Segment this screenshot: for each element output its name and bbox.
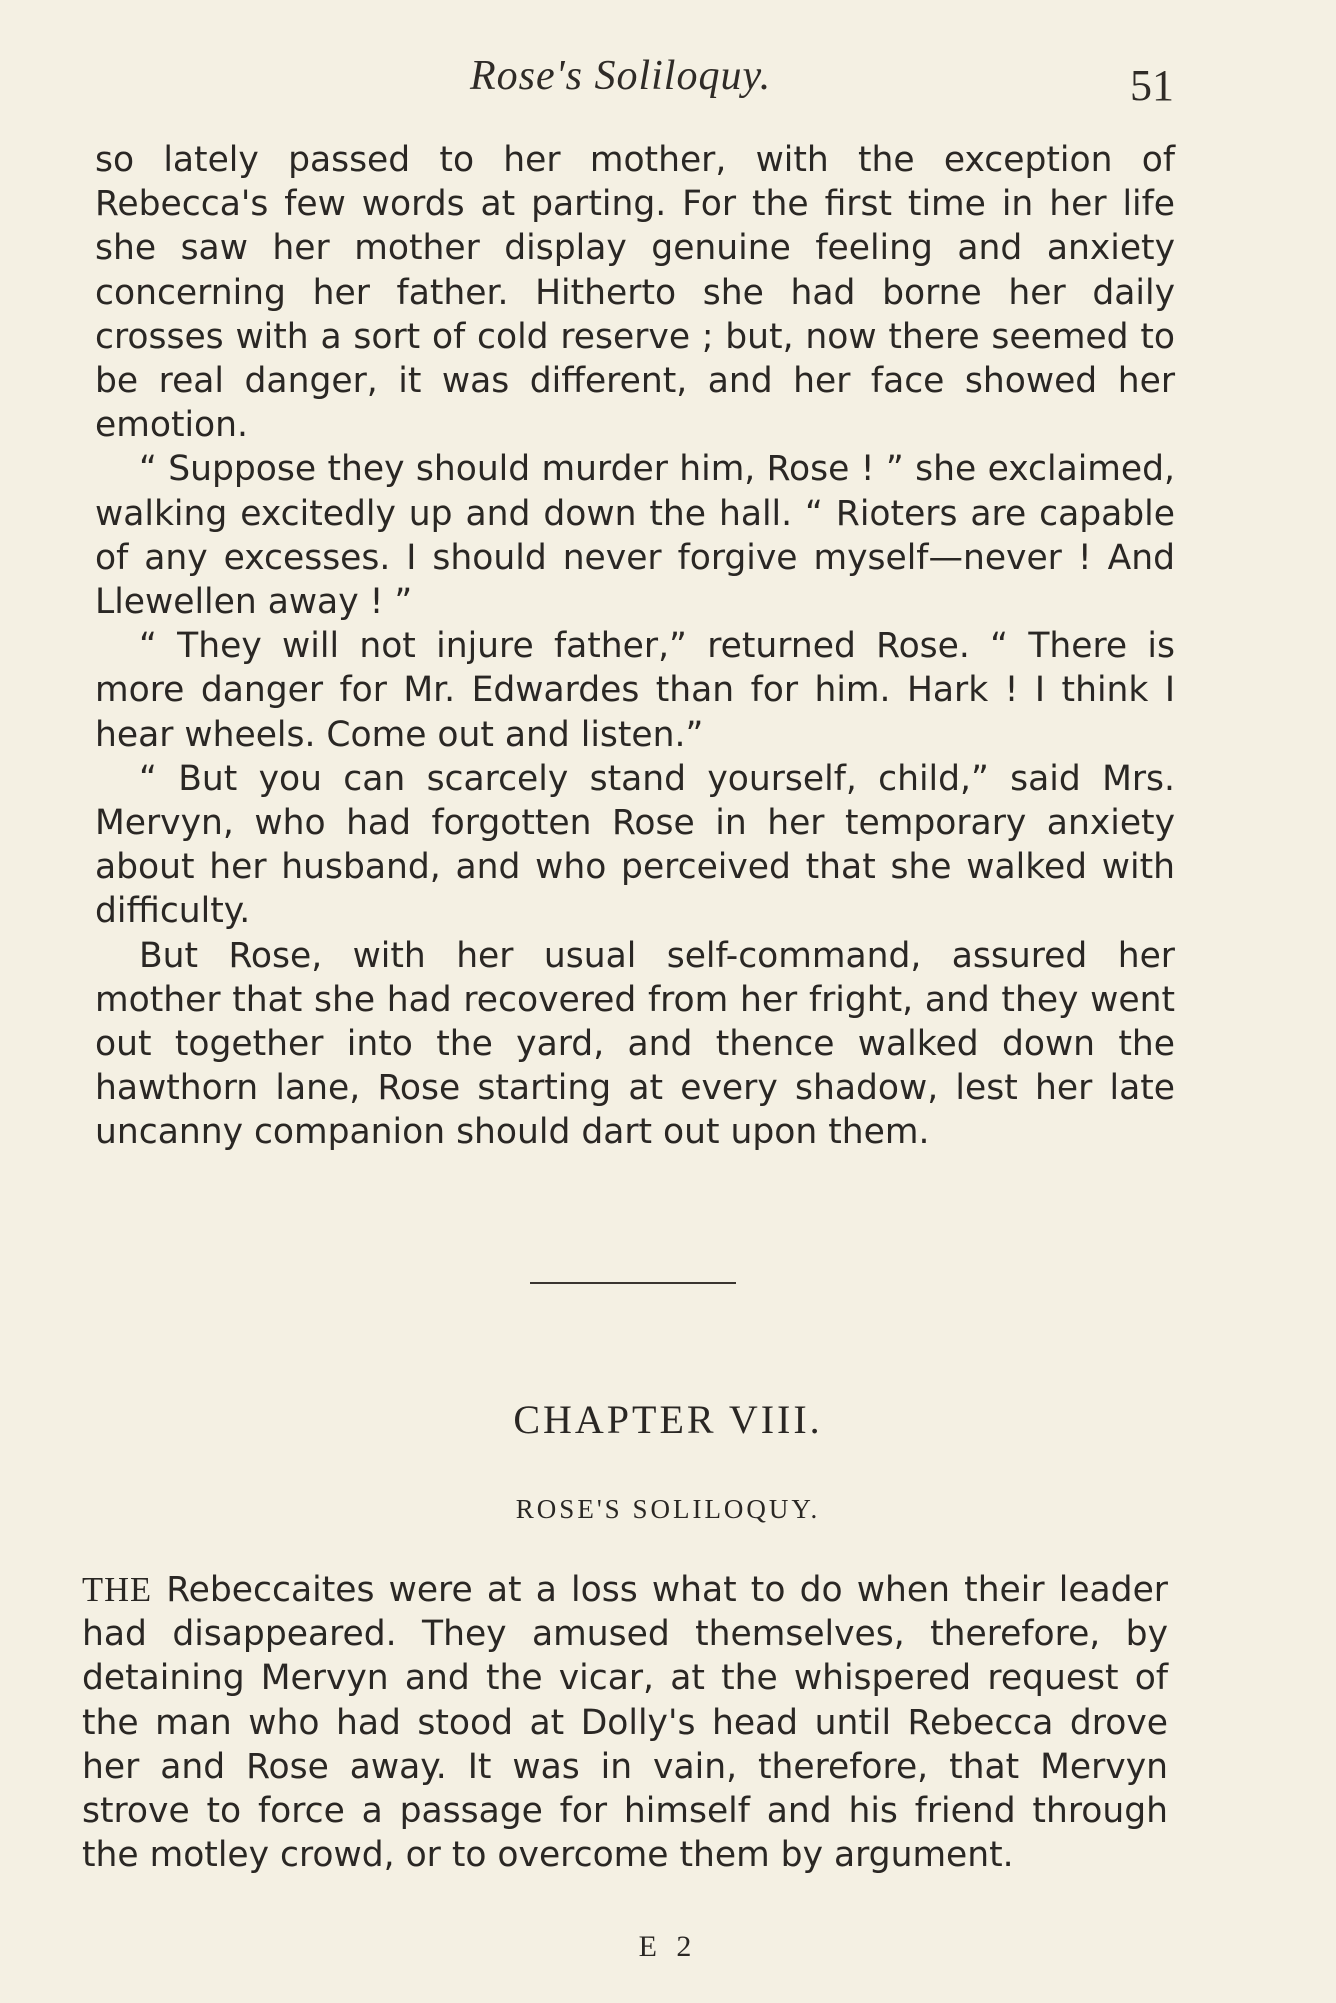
chapter-first-paragraph bbox=[82, 1568, 1168, 1877]
chapter-paragraph-text: Rebeccaites were at a loss what to do when their leader had disappeared. They amused themselves, therefore, by detaining Mervyn and the vicar, at the whispered request of the man who had stood at Dolly's head until Rebecca drove her and Rose away. It was in vain, therefore, that Mervyn strove to force a passage for himself and his friend through the motley crowd, or to overcome them by argument. bbox=[82, 1570, 1168, 1876]
lead-word: THE bbox=[82, 1571, 153, 1609]
running-head bbox=[0, 52, 1336, 112]
chapter-text bbox=[82, 1568, 1168, 1877]
paragraph: But Rose, with her usual self-command, assured her mother that she had recovered from her fright, and they went out together into the yard, and thence walked down the hawthorn lane, Rose starting at every shadow, lest her late uncanny companion should dart out upon them. bbox=[95, 935, 1175, 1153]
chapter-heading: CHAPTER VIII. bbox=[513, 1397, 823, 1442]
body-text bbox=[95, 138, 1175, 1155]
paragraph: “ But you can scarcely stand yourself, child,” said Mrs. Mervyn, who had forgotten Rose in her temporary anxiety about her husband, and who perceived that she walked with difficulty. bbox=[95, 758, 1175, 932]
paragraph: so lately passed to her mother, with the exception of Rebecca's few words at parting. For the first time in her life she saw her mother display genuine feeling and anxiety concerning her father. Hitherto she had borne her daily crosses with a sort of cold reserve ; but, now there seemed to be real danger, it was different, and her face showed her emotion. bbox=[95, 140, 1175, 446]
chapter-subtitle: ROSE'S SOLILOQUY. bbox=[515, 1494, 821, 1524]
paragraph: “ Suppose they should murder him, Rose ! ” she exclaimed, walking excitedly up and down the hall. “ Rioters are capable of any excesses. I should never forgive myself—never ! And Llewellen away ! ” bbox=[95, 449, 1175, 623]
signature-mark: E 2 bbox=[638, 1930, 698, 1963]
running-title: Rose's Soliloquy. bbox=[470, 53, 772, 99]
paragraph: “ They will not injure father,” returned Rose. “ There is more danger for Mr. Edwardes than for him. Hark ! I think I hear wheels. Come out and listen.” bbox=[95, 626, 1175, 755]
section-divider bbox=[530, 1282, 736, 1284]
page-number: 51 bbox=[1130, 61, 1174, 110]
